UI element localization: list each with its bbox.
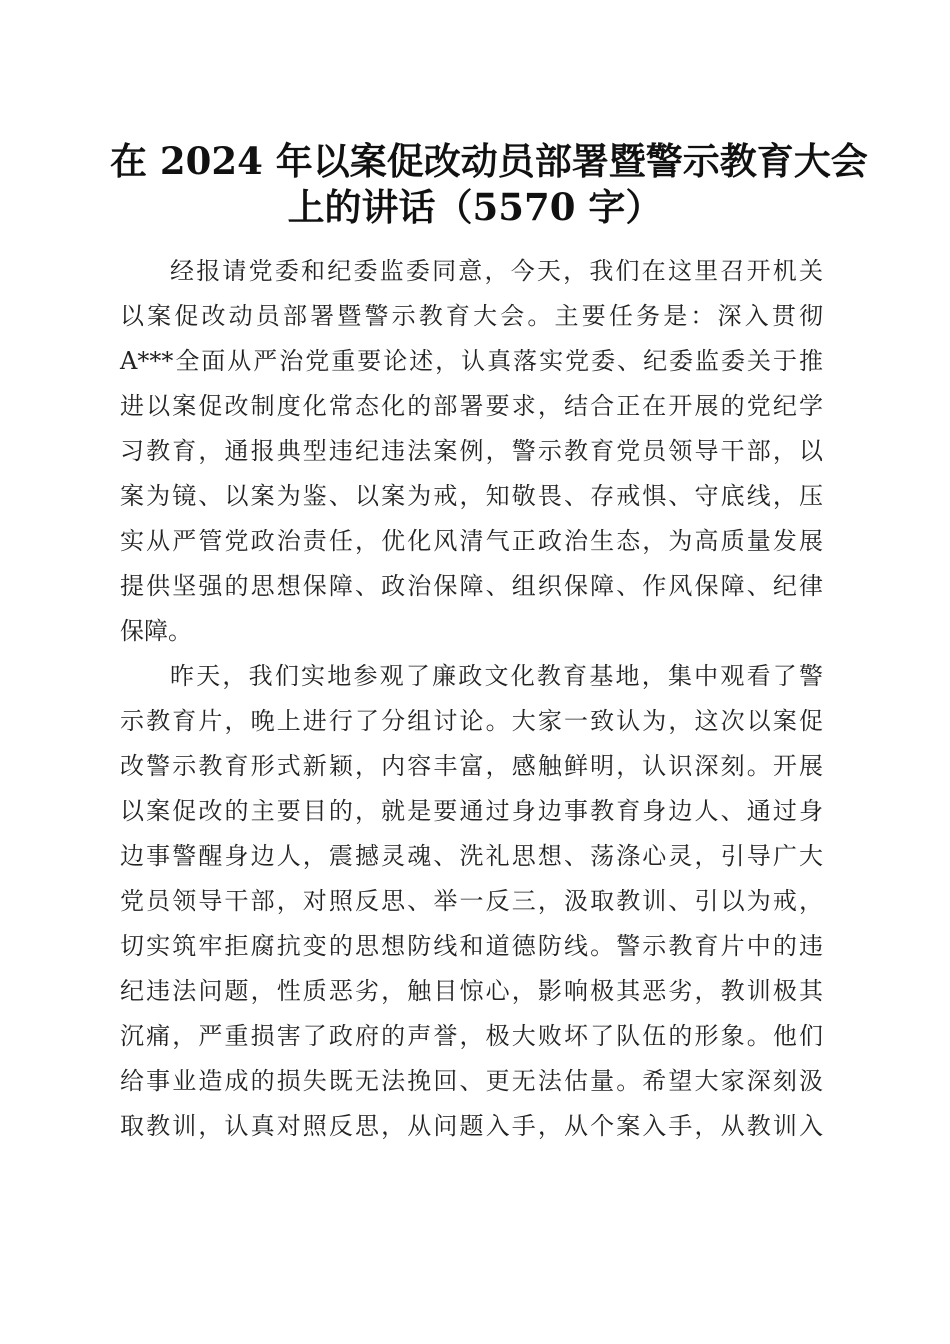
document-body xyxy=(120,249,823,1149)
text-line: 以案促改的主要目的，就是要通过身边事教育身边人、通过身 xyxy=(120,797,823,825)
text-line: 切实筑牢拒腐抗变的思想防线和道德防线。警示教育片中的违 xyxy=(120,932,823,960)
text-line: 取教训，认真对照反思，从问题入手，从个案入手，从教训入 xyxy=(120,1112,823,1140)
text-line: 沉痛，严重损害了政府的声誉，极大败坏了队伍的形象。他们 xyxy=(120,1022,823,1050)
paragraph-1 xyxy=(120,249,823,654)
text-line: 示教育片，晚上进行了分组讨论。大家一致认为，这次以案促 xyxy=(120,707,823,735)
paragraph-2 xyxy=(120,654,823,1149)
title-line-2: 上的讲话（5570 字） xyxy=(287,185,663,229)
text-line: 昨天，我们实地参观了廉政文化教育基地，集中观看了警 xyxy=(170,662,823,690)
document-title xyxy=(110,138,868,230)
text-line: 改警示教育形式新颖，内容丰富，感触鲜明，认识深刻。开展 xyxy=(120,752,823,780)
text-line: 经报请党委和纪委监委同意，今天，我们在这里召开机关 xyxy=(170,257,823,285)
text-line: 以案促改动员部署暨警示教育大会。主要任务是：深入贯彻 xyxy=(120,302,823,330)
text-line: 案为镜、以案为鉴、以案为戒，知敬畏、存戒惧、守底线，压 xyxy=(120,482,823,510)
text-line: 提供坚强的思想保障、政治保障、组织保障、作风保障、纪律 xyxy=(120,572,823,600)
text-line: 进以案促改制度化常态化的部署要求，结合正在开展的党纪学 xyxy=(120,392,823,420)
text-line: 保障。 xyxy=(120,617,192,645)
text-line: 纪违法问题，性质恶劣，触目惊心，影响极其恶劣，教训极其 xyxy=(120,977,823,1005)
text-line: 实从严管党政治责任，优化风清气正政治生态，为高质量发展 xyxy=(120,527,823,555)
text-line: A***全面从严治党重要论述，认真落实党委、纪委监委关于推 xyxy=(120,347,823,375)
text-line: 习教育，通报典型违纪违法案例，警示教育党员领导干部，以 xyxy=(120,437,823,465)
text-line: 给事业造成的损失既无法挽回、更无法估量。希望大家深刻汲 xyxy=(120,1067,823,1095)
text-line: 边事警醒身边人，震撼灵魂、洗礼思想、荡涤心灵，引导广大 xyxy=(120,842,823,870)
title-line-1: 在 2024 年以案促改动员部署暨警示教育大会 xyxy=(110,139,868,183)
text-line: 党员领导干部，对照反思、举一反三，汲取教训、引以为戒， xyxy=(120,887,823,915)
